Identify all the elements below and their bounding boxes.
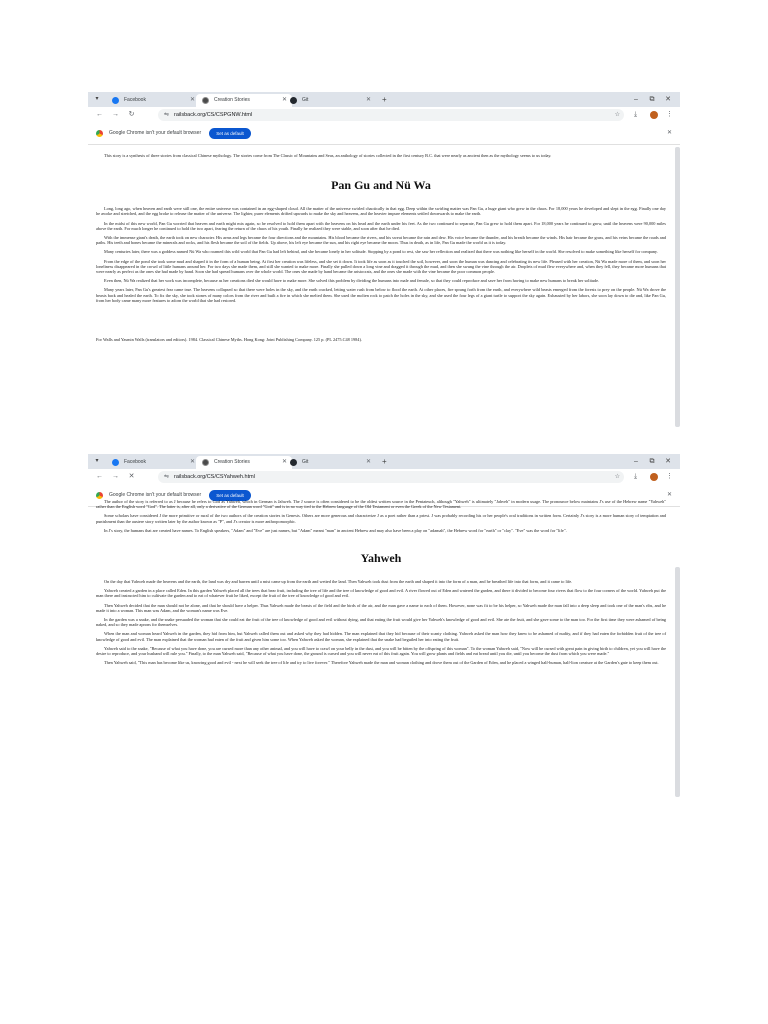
story-title: Pan Gu and Nü Wa — [331, 178, 431, 193]
toolbar — [88, 469, 680, 485]
url-text[interactable]: railsback.org/CS/CSYahweh.html — [174, 474, 255, 480]
toolbar — [88, 107, 680, 123]
chrome-logo-icon — [96, 492, 103, 499]
story-paragraph: Yahweh created a garden in a place called Eden. In this garden Yahweh placed all the trees that bear fruit, including the tree of life and the tree of knowledge of good and evil. A river flowed out of Eden and watered the garden, and there it divided to become four rivers that flow to the four corners of the world. Yahweh put the man there and instructed him to cultivate the garden and to eat of whatever fruit he liked, except the fruit of the tree of knowledge of good and evil. — [96, 588, 666, 599]
scrollbar[interactable] — [675, 567, 680, 797]
page-content[interactable] — [88, 499, 680, 804]
story-paragraph: Then Yahweh decided that the man should not be alone, and that he should have a helper. Thus Yahweh made the beasts of the field and the birds of the air, and the man gave a name to each of them. However, none was fit to be his helper, so Yahweh made the man fall into a deep sleep and took one of the man's ribs, and he made it into a woman. This man was Adam, and the woman's name was Eve. — [96, 602, 666, 613]
url-text[interactable]: railsback.org/CS/CSPGNW.html — [174, 112, 253, 118]
github-icon — [290, 97, 297, 104]
reload-button[interactable]: ↻ — [128, 111, 135, 118]
chrome-logo-icon — [96, 130, 103, 137]
story-paragraph: Many centuries later, there was a goddess named Nü Wa who roamed this wild world that Pan Gu had left behind, and she became lonely in her solitude. Stopping by a pond to rest, she saw her reflection and realized that there was nothing like herself in the world. She resolved to make something like herself for company. — [104, 249, 658, 255]
story-paragraph: In the garden was a snake, and the snake persuaded the woman that she could eat the fruit of the tree of knowledge of good and evil without dying, and that eating the fruit would give her Yahweh's knowledge of good and evil. She ate the fruit, and she gave some to the man too. For the first time they were ashamed of being naked, and so they made aprons for themselves. — [96, 617, 666, 628]
download-icon[interactable]: ⤓ — [634, 111, 638, 118]
tab-title: Facebook — [124, 97, 146, 103]
facebook-icon — [112, 459, 119, 466]
bookmark-star-icon[interactable]: ☆ — [614, 112, 620, 118]
story-paragraph: Long, long ago, when heaven and earth were still one, the entire universe was contained in an egg-shaped cloud. All the matter of the universe swirled chaotically in that egg. Deep within the swirling matter was Pan Gu, a huge giant who grew in the chaos. For 18,000 years he developed and slept in the egg. Finally one day he awoke and stretched, and the egg broke to release the matter of the universe. The lighter, purer elements drifted upwards to make the sky and heavens, and the heavier impure elements settled downwards to make the earth. — [96, 206, 666, 217]
story-paragraph: On the day that Yahweh made the heavens and the earth, the land was dry and barren until a mist came up from the earth and wetted the land. Then Yahweh took dust from the earth and shaped it into the form of a man, and he breathed life into that form, and it came to life. — [104, 579, 573, 585]
close-icon[interactable]: ✕ — [189, 97, 195, 103]
browser-window-1 — [88, 92, 680, 451]
close-icon[interactable]: ✕ — [365, 459, 371, 465]
restore-button[interactable]: ⧉ — [649, 96, 655, 103]
facebook-icon — [112, 97, 119, 104]
infobar-close-icon[interactable]: ✕ — [666, 130, 672, 136]
tab-title: Git — [302, 459, 309, 465]
set-default-button[interactable]: Set as default — [209, 490, 251, 501]
intro-paragraph: This story is a synthesis of three stories from classical Chinese mythology. The stories come from The Classic of Mountains and Seas, an anthology of stories collected in the first century B.C. that were nearly as ancient then as the mythology seems to us today. — [104, 153, 552, 158]
close-icon[interactable]: ✕ — [365, 97, 371, 103]
chrome-icon — [202, 97, 209, 104]
back-button[interactable]: ← — [96, 473, 103, 480]
window-close-button[interactable]: ✕ — [665, 458, 671, 465]
forward-button[interactable]: → — [112, 473, 119, 480]
address-bar[interactable] — [158, 109, 624, 121]
scrollbar[interactable] — [675, 147, 680, 427]
new-tab-button[interactable]: + — [382, 457, 387, 466]
story-paragraph: Many years later, Pan Gu's greatest fear came true. The heavens collapsed so that there were holes in the sky, and the earth cracked, letting water rush from below to flood the earth. At other places, fire sprang forth from the earth, and everywhere wild beasts emerged from the forests to prey on the people. Nü Wa drove the beasts back and healed the earth. To fix the sky, she took stones of many colors from the river and built a fire in which she melted them. She used the molten rock to patch the holes in the sky, and she used the four legs of a giant turtle to support the sky again. Exhausted by her labors, she soon lay down to die and, like Pan Gu, from her body came many more features to adorn the world that she had restored. — [96, 287, 666, 303]
new-tab-button[interactable]: + — [382, 95, 387, 104]
default-browser-infobar — [88, 123, 680, 145]
story-title: Yahweh — [360, 551, 402, 566]
tab-creation-stories[interactable] — [196, 94, 292, 107]
close-icon[interactable]: ✕ — [281, 459, 287, 465]
profile-avatar[interactable] — [650, 111, 658, 119]
reference-citation: For Walls and Yasmin Walls (translators and editors). 1984. Classical Chinese Myths. Hong Kong: Joint Publishing Company. 125 p. (PL 2475.C48 1984). — [96, 337, 362, 343]
story-paragraph: In the midst of this new world, Pan Gu worried that heaven and earth might mix again, so he resolved to hold them apart with the heavens on his head and the earth under his feet. As the two continued to separate, Pan Gu grew to hold them apart. For 18,000 years he continued to grow, until the heavens were 90,000 miles above the earth. For much longer he continued to hold the two apart, fearing the return of the chaos of his youth. Finally he realized they were stable, and soon after that he died. — [96, 220, 666, 231]
download-icon[interactable]: ⤓ — [634, 473, 638, 480]
tab-strip — [88, 92, 680, 107]
close-icon[interactable]: ✕ — [189, 459, 195, 465]
story-paragraph: Yahweh said to the snake, "Because of what you have done, you are cursed more than any other animal, and you will have to crawl on your belly in the dust, and you will be bitten by the offspring of this woman". To the woman Yahweh said, "Now will be cursed with great pain in giving birth to children, yet you will have the desire to reproduce, and your husband will rule you." Finally, to the man Yahweh said, "Because of what you have done, the ground is cursed and you will never eat of this fruit again. You will grow plants and fields and eat bread until you die, until you become the dust from which you were made." — [96, 645, 666, 657]
minimize-button[interactable]: – — [634, 458, 638, 465]
tab-creation-stories[interactable] — [196, 456, 292, 469]
document — [96, 499, 666, 669]
forward-button[interactable]: → — [112, 111, 119, 118]
tab-git[interactable] — [281, 94, 376, 107]
story-paragraph: From the edge of the pond she took some mud and shaped it in the form of a human being. At first her creation was lifeless, and she set it down. It took life as soon as it touched the soil, however, and soon the human was dancing and celebrating its new life. Pleased with her creation, Nü Wa made more of them, and soon her loneliness disappeared in the crowd of little humans around her. For two days she made them, and still she wanted to make more. Finally she pulled down a long vine and dragged it through the mud, and then she swung the vine through the air. Droplets of mud flew everywhere and, when they fell, they became more humans that were nearly as perfect as the ones she had made by hand. Soon she had spread humans over the whole world. The ones she made by hand became the aristocrats, and the ones she made with the vine became the poor common people. — [96, 258, 666, 275]
browser-window-2 — [88, 454, 680, 804]
tab-title: Creation Stories — [214, 97, 250, 103]
github-icon — [290, 459, 297, 466]
site-info-icon[interactable]: ⇋ — [164, 112, 170, 118]
story-paragraph: When the man and woman heard Yahweh in the garden, they hid from him, but Yahweh called them out and asked why they had hidden. The man explained that they hid because of their scanty clothing. Yahweh asked the man how they knew to be ashamed of nudity, and if they had eaten the forbidden fruit of the tree of knowledge of good and evil. The man explained that the woman had eaten of the fruit and given him some too. When Yahweh asked the woman, she explained that the snake had beguiled her into eating the fruit. — [96, 631, 666, 642]
set-default-button[interactable]: Set as default — [209, 128, 251, 139]
back-button[interactable]: ← — [96, 111, 103, 118]
stop-button[interactable]: ✕ — [128, 473, 135, 480]
tab-search-icon[interactable]: ▾ — [95, 96, 99, 102]
menu-icon[interactable]: ⋮ — [666, 473, 673, 480]
window-close-button[interactable]: ✕ — [665, 96, 671, 103]
menu-icon[interactable]: ⋮ — [666, 111, 673, 118]
minimize-button[interactable]: – — [634, 96, 638, 103]
infobar-message: Google Chrome isn't your default browser — [109, 130, 202, 136]
tab-title: Git — [302, 97, 309, 103]
tab-strip — [88, 454, 680, 469]
infobar-message: Google Chrome isn't your default browser — [109, 492, 202, 498]
profile-avatar[interactable] — [650, 473, 658, 481]
chrome-icon — [202, 459, 209, 466]
restore-button[interactable]: ⧉ — [649, 458, 655, 465]
tab-search-icon[interactable]: ▾ — [95, 458, 99, 464]
tab-facebook[interactable] — [106, 94, 200, 107]
address-bar[interactable] — [158, 471, 624, 483]
site-info-icon[interactable]: ⇋ — [164, 474, 170, 480]
intro-paragraph: The author of the story is referred to as J because he refers to God as Yahweh, which in German is Jahweh. The J source is often considered to be the oldest written source in the Pentateuch, although "Yahweh" is ultimately "Jahveh" in modern usage. The pronounce below maintains J's use of the Hebrew name "Yahweh" rather than the English word "God". The latter is, after all, only a derivative of the German word "Gott" and is in no way tied to the Hebrew language of the Old Testament or even the Greek of the New Testament. — [96, 499, 666, 510]
tab-title: Creation Stories — [214, 459, 250, 465]
intro-paragraph: In J's story, the humans that are created have names. To English speakers, "Adam" and "Eve" are just names, but "Adam" meant "man" in ancient Hebrew and may also have been a play on "adamah", the Hebrew word for "earth" or "clay". "Eve" was the word for "life". — [104, 527, 567, 533]
intro-paragraph: Some scholars have considered J the more primitive or rural of the two authors of the creation stories in Genesis. Others are more generous and characterize J as a poet rather than a priest. J was probably recording his or her people's oral traditions in written form. Certainly J's story is a more human story of temptation and punishment than the austere story written later by the author known as "P", and J's creator is more anthropomorphic. — [96, 513, 666, 524]
story-paragraph: With the immense giant's death, the earth took on new character. His arms and legs became the four directions and the mountains. His blood became the rivers, and his sweat became the rain and dew. His voice became the thunder, and his breath became the winds. His hair became the grass, and his veins became the roads and paths. His teeth and bones became the minerals and rocks, and his flesh became the soil of the fields. Up above, his left eye became the sun, and his right eye became the moon. Thus in death, as in life, Pan Gu made the world as it is today. — [96, 235, 666, 246]
story-paragraph: Even then, Nü Wa realized that her work was incomplete, because as her creations died she would have to make more. She solved this problem by dividing the humans into male and female, so that they could reproduce and save her from having to make new humans to break her solitude. — [104, 278, 600, 284]
tab-facebook[interactable] — [106, 456, 200, 469]
tab-git[interactable] — [281, 456, 376, 469]
page-content[interactable] — [88, 145, 680, 451]
bookmark-star-icon[interactable]: ☆ — [614, 474, 620, 480]
tab-title: Facebook — [124, 459, 146, 465]
infobar-close-icon[interactable]: ✕ — [666, 492, 672, 498]
document — [96, 153, 666, 346]
story-paragraph: Then Yahweh said, "This man has become like us, knowing good and evil - next he will seek the tree of life and try to live forever." Therefore Yahweh made the man and woman clothing and drove them out of the Garden of Eden, and he placed a winged half-human, half-lion creature at the Garden's gate to keep them out. — [104, 660, 659, 666]
close-icon[interactable]: ✕ — [281, 97, 287, 103]
